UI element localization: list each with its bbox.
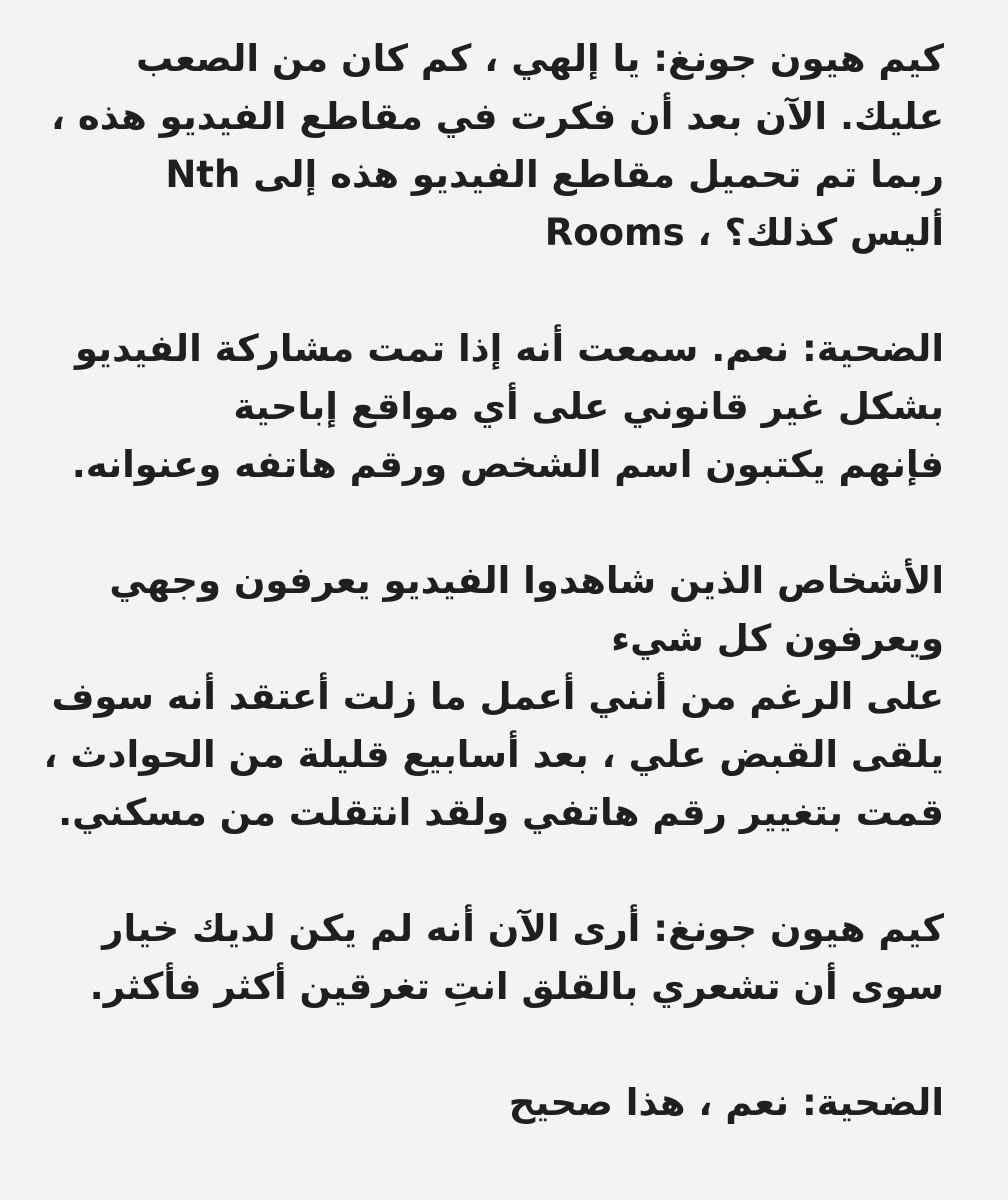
paragraph-victim-answer-1 [56,320,944,494]
text-line: كيم هيون جونغ: يا إلهي ، كم كان من الصعب [135,37,944,80]
paragraph-kim-question-1 [50,30,944,262]
text-line: Rooms ، أليس كذلك؟ [544,211,944,254]
text-line: ويعرفون كل شيء [611,617,944,660]
paragraph-victim-answer-3 [56,1074,944,1132]
paragraph-victim-answer-2 [43,552,944,842]
text-line: عليك. الآن بعد أن فكرت في مقاطع الفيديو هذه ، [50,95,944,138]
text-line: على الرغم من أنني أعمل ما زلت أعتقد أنه سوف [51,675,944,718]
text-line: سوى أن تشعري بالقلق انتِ تغرقين أكثر فأكثر. [89,965,944,1008]
text-line: الضحية: نعم. سمعت أنه إذا تمت مشاركة الفيديو [74,327,944,370]
text-line: فإنهم يكتبون اسم الشخص ورقم هاتفه وعنوانه. [71,443,944,486]
text-line: الضحية: نعم ، هذا صحيح [508,1081,944,1124]
text-line: يلقى القبض علي ، بعد أسابيع قليلة من الحوادث ، [43,733,944,776]
paragraph-kim-question-2 [56,900,944,1016]
note-text [43,30,944,1132]
text-line: قمت بتغيير رقم هاتفي ولقد انتقلت من مسكني. [58,791,944,834]
text-line: ربما تم تحميل مقاطع الفيديو هذه إلى Nth [165,153,944,196]
text-line: بشكل غير قانوني على أي مواقع إباحية [233,385,944,428]
text-line: كيم هيون جونغ: أرى الآن أنه لم يكن لديك خيار [102,907,944,950]
text-line: الأشخاص الذين شاهدوا الفيديو يعرفون وجهي [109,559,944,602]
